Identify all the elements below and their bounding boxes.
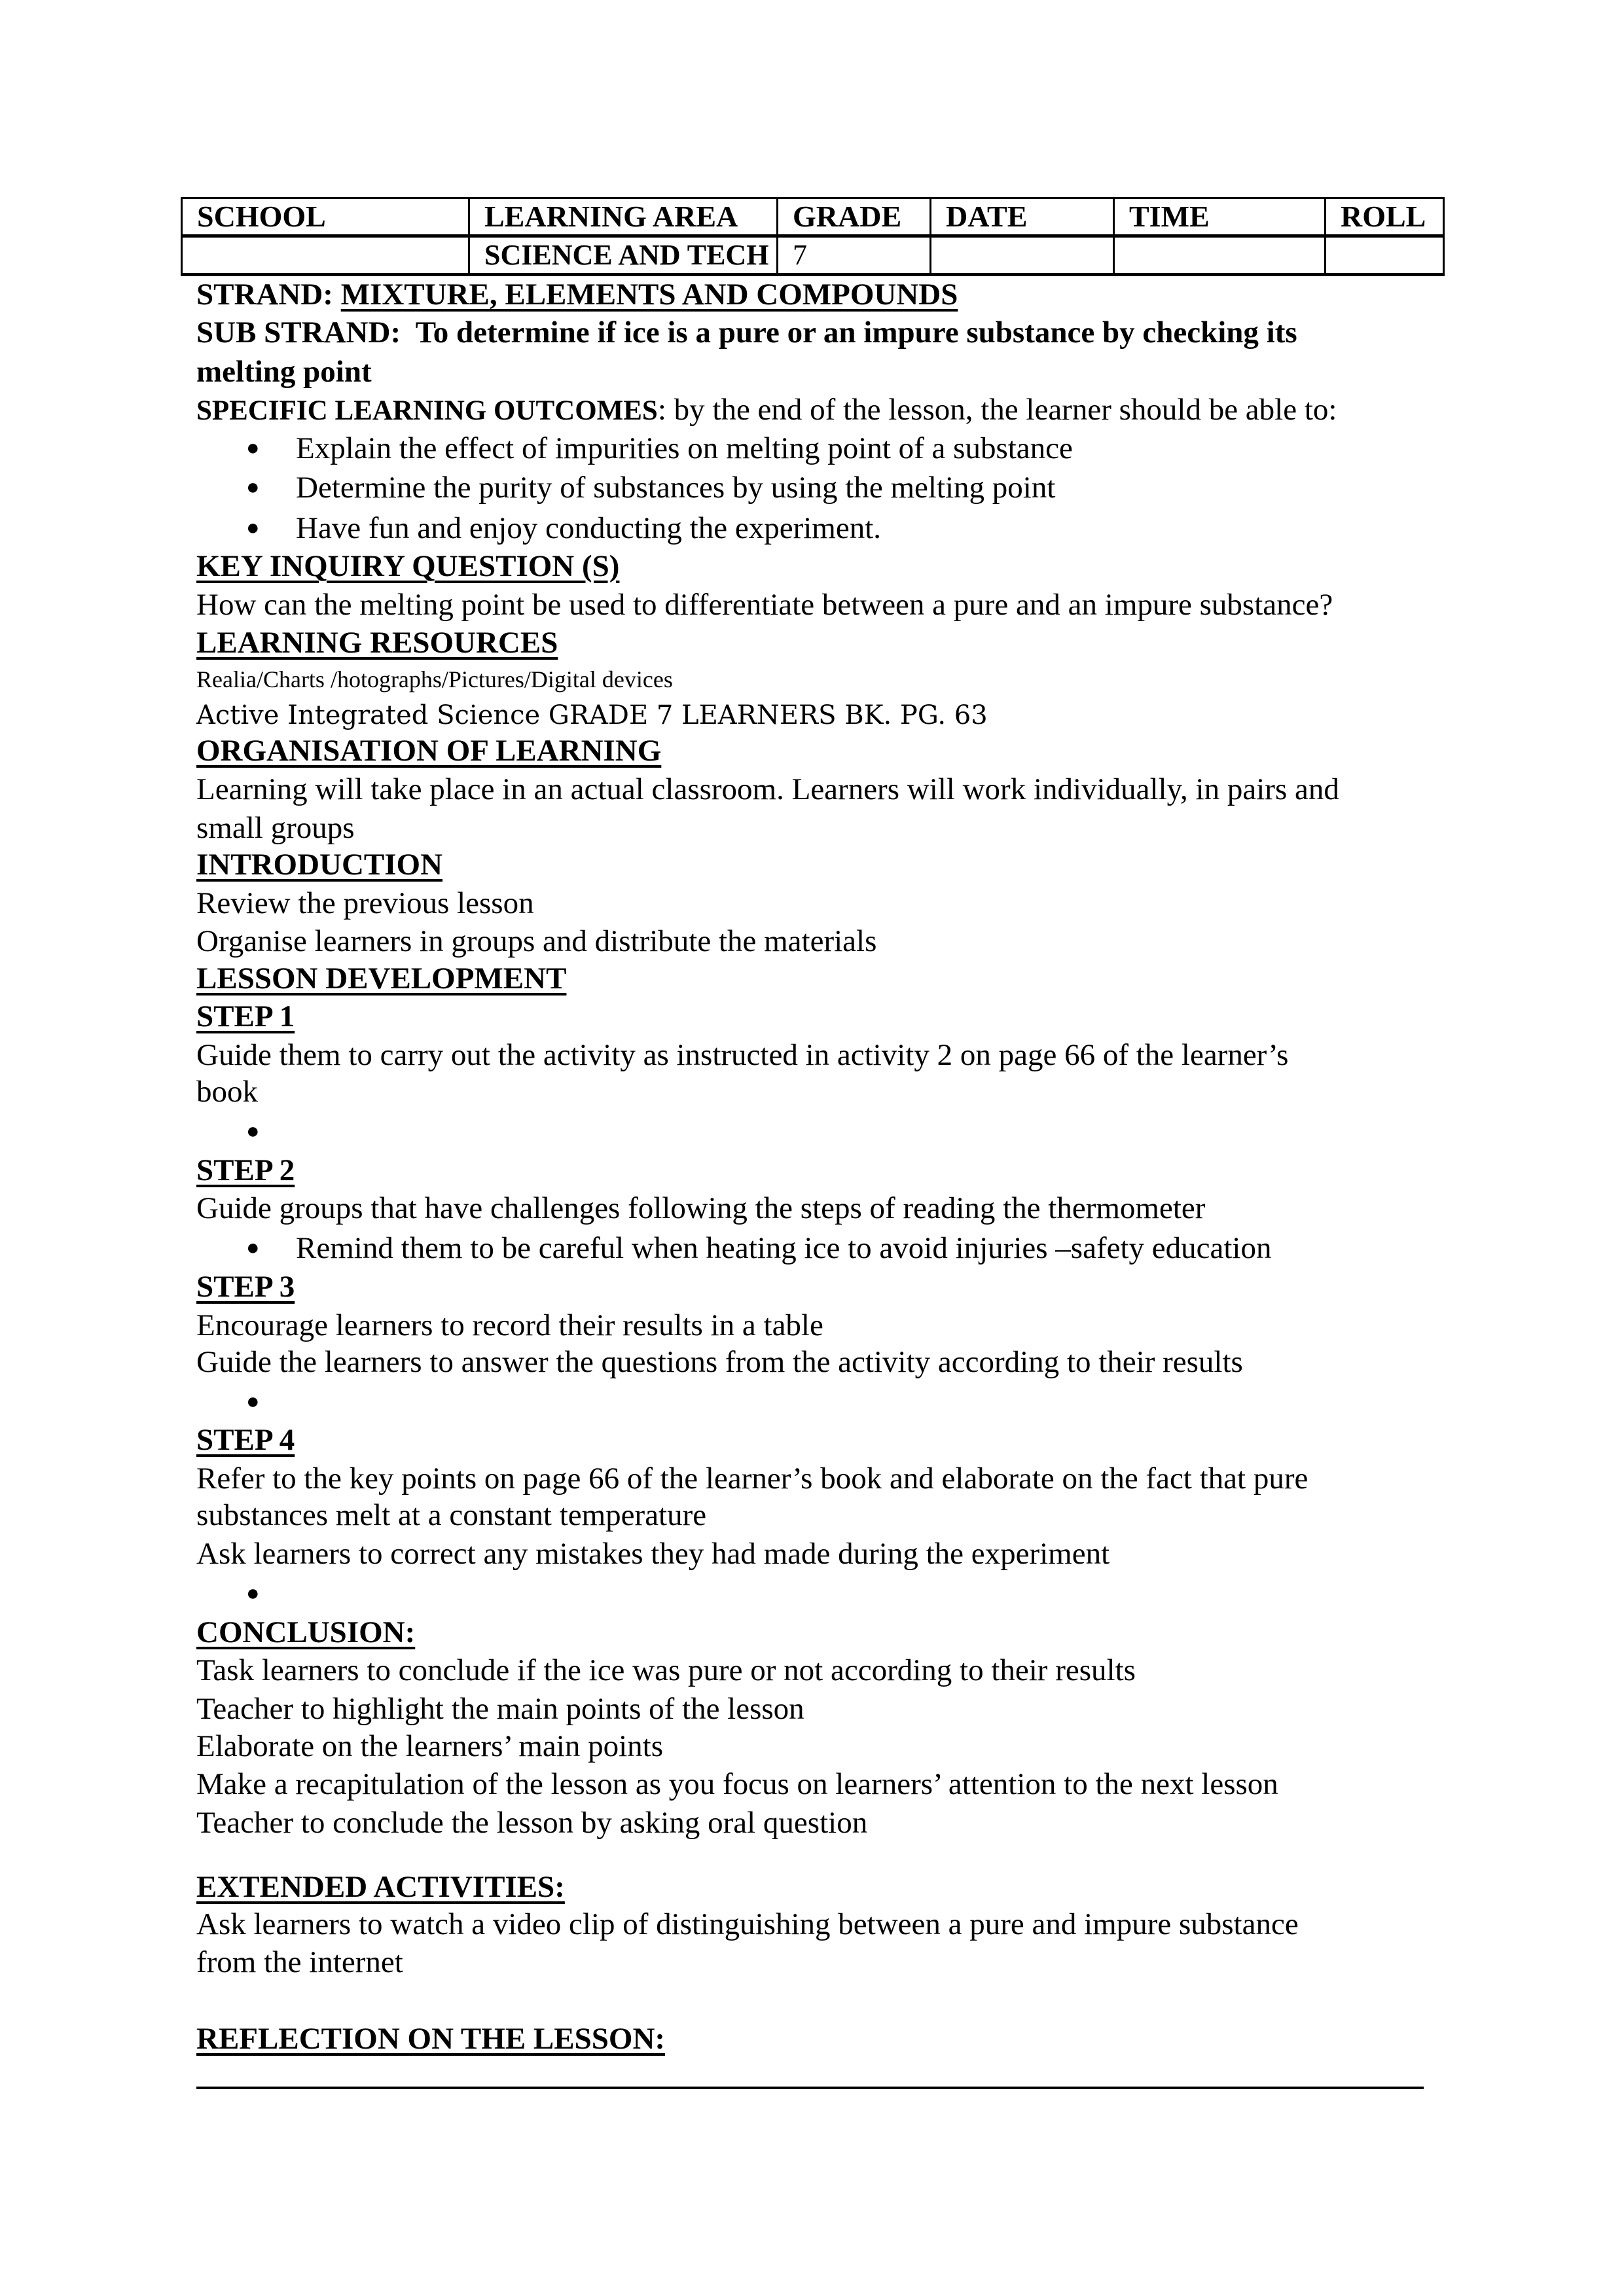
step-2-line: Guide groups that have challenges following the steps of reading the thermometer [196,1191,1206,1225]
value-row [182,236,1444,275]
outcome-item: Determine the purity of substances by using the melting point [296,471,1056,505]
conclusion-line: Make a recapitulation of the lesson as you focus on learners’ attention to the next lesson [196,1767,1278,1801]
lesson-header-table [181,197,1445,276]
header-row [182,198,1444,236]
learning-resources-items: Realia/Charts /hotographs/Pictures/Digital devices [196,666,673,692]
sub-strand-value: To determine if ice is a pure or an impure substance by checking its [415,315,1297,350]
bullet-icon: ● [246,1390,260,1414]
step-1-heading: STEP 1 [196,999,295,1033]
outcome-item: Explain the effect of impurities on melting point of a substance [296,431,1073,465]
grade-value: 7 [778,236,931,275]
extended-activities-heading: EXTENDED ACTIVITIES: [196,1870,565,1904]
step-4-line: Ask learners to correct any mistakes they had made during the experiment [196,1537,1110,1571]
strand-line: STRAND: MIXTURE, ELEMENTS AND COMPOUNDS [196,278,958,312]
extended-activities-line-2: from the internet [196,1945,403,1979]
learning-resources-book: Active Integrated Science GRADE 7 LEARNERS BK. PG. 63 [196,700,988,730]
specific-outcomes-label: SPECIFIC LEARNING OUTCOMES [196,395,658,426]
specific-outcomes-intro: : by the end of the lesson, the learner should be able to: [657,393,1337,427]
step-1-line: book [196,1075,258,1109]
sub-strand-line: SUB STRAND: To determine if ice is a pure or an impure substance by checking its [196,315,1297,350]
conclusion-heading: CONCLUSION: [196,1615,416,1649]
organisation-text-2: small groups [196,811,355,845]
bullet-icon: ● [246,1581,260,1605]
strand-value: MIXTURE, ELEMENTS AND COMPOUNDS [340,278,958,312]
bullet-icon: ● [246,1119,260,1143]
step-2-bullet-item: Remind them to be careful when heating ice to avoid injuries –safety education [296,1231,1272,1265]
date-value [931,236,1114,275]
lesson-development-heading: LESSON DEVELOPMENT [196,961,567,996]
introduction-line: Organise learners in groups and distribute the materials [196,924,877,958]
header-date: DATE [931,198,1114,236]
step-3-line: Encourage learners to record their results in a table [196,1308,823,1342]
step-1-line: Guide them to carry out the activity as instructed in activity 2 on page 66 of the learner’s [196,1038,1289,1072]
outcome-item: Have fun and enjoy conducting the experiment. [296,511,882,545]
reflection-answer-line [196,2087,1424,2089]
step-4-heading: STEP 4 [196,1423,295,1457]
header-school: SCHOOL [182,198,469,236]
bullet-icon: ● [246,1236,260,1260]
roll-value [1326,236,1444,275]
step-3-line: Guide the learners to answer the questions from the activity according to their results [196,1345,1243,1379]
header-grade: GRADE [778,198,931,236]
step-4-line: substances melt at a constant temperature [196,1498,707,1532]
learning-resources-heading: LEARNING RESOURCES [196,626,558,660]
conclusion-line: Task learners to conclude if the ice was pure or not according to their results [196,1653,1136,1687]
reflection-heading: REFLECTION ON THE LESSON: [196,2022,666,2056]
header-roll: ROLL [1326,198,1444,236]
time-value [1114,236,1326,275]
school-value [182,236,469,275]
organisation-heading: ORGANISATION OF LEARNING [196,734,662,768]
conclusion-line: Teacher to conclude the lesson by asking oral question [196,1806,868,1840]
bullet-icon: ● [246,516,260,540]
key-inquiry-text: How can the melting point be used to differentiate between a pure and an impure substance? [196,588,1333,622]
conclusion-line: Teacher to highlight the main points of the lesson [196,1692,804,1726]
sub-strand-line-2: melting point [196,355,372,389]
introduction-line: Review the previous lesson [196,886,534,920]
bullet-icon: ● [246,475,260,499]
step-2-heading: STEP 2 [196,1153,295,1187]
introduction-heading: INTRODUCTION [196,848,443,882]
step-4-line: Refer to the key points on page 66 of the learner’s book and elaborate on the fact that pure [196,1462,1308,1496]
sub-strand-label: SUB STRAND [196,315,391,350]
extended-activities-line: Ask learners to watch a video clip of distinguishing between a pure and impure substance [196,1907,1299,1941]
step-3-heading: STEP 3 [196,1270,295,1304]
organisation-text: Learning will take place in an actual classroom. Learners will work individually, in pairs and [196,772,1339,806]
bullet-icon: ● [246,436,260,460]
conclusion-line: Elaborate on the learners’ main points [196,1729,664,1763]
header-learning-area: LEARNING AREA [469,198,778,236]
strand-label: STRAND [196,278,323,312]
learning-area-value: SCIENCE AND TECH [469,236,778,275]
header-time: TIME [1114,198,1326,236]
key-inquiry-heading: KEY INQUIRY QUESTION (S) [196,549,620,583]
specific-outcomes-line [196,391,1337,430]
